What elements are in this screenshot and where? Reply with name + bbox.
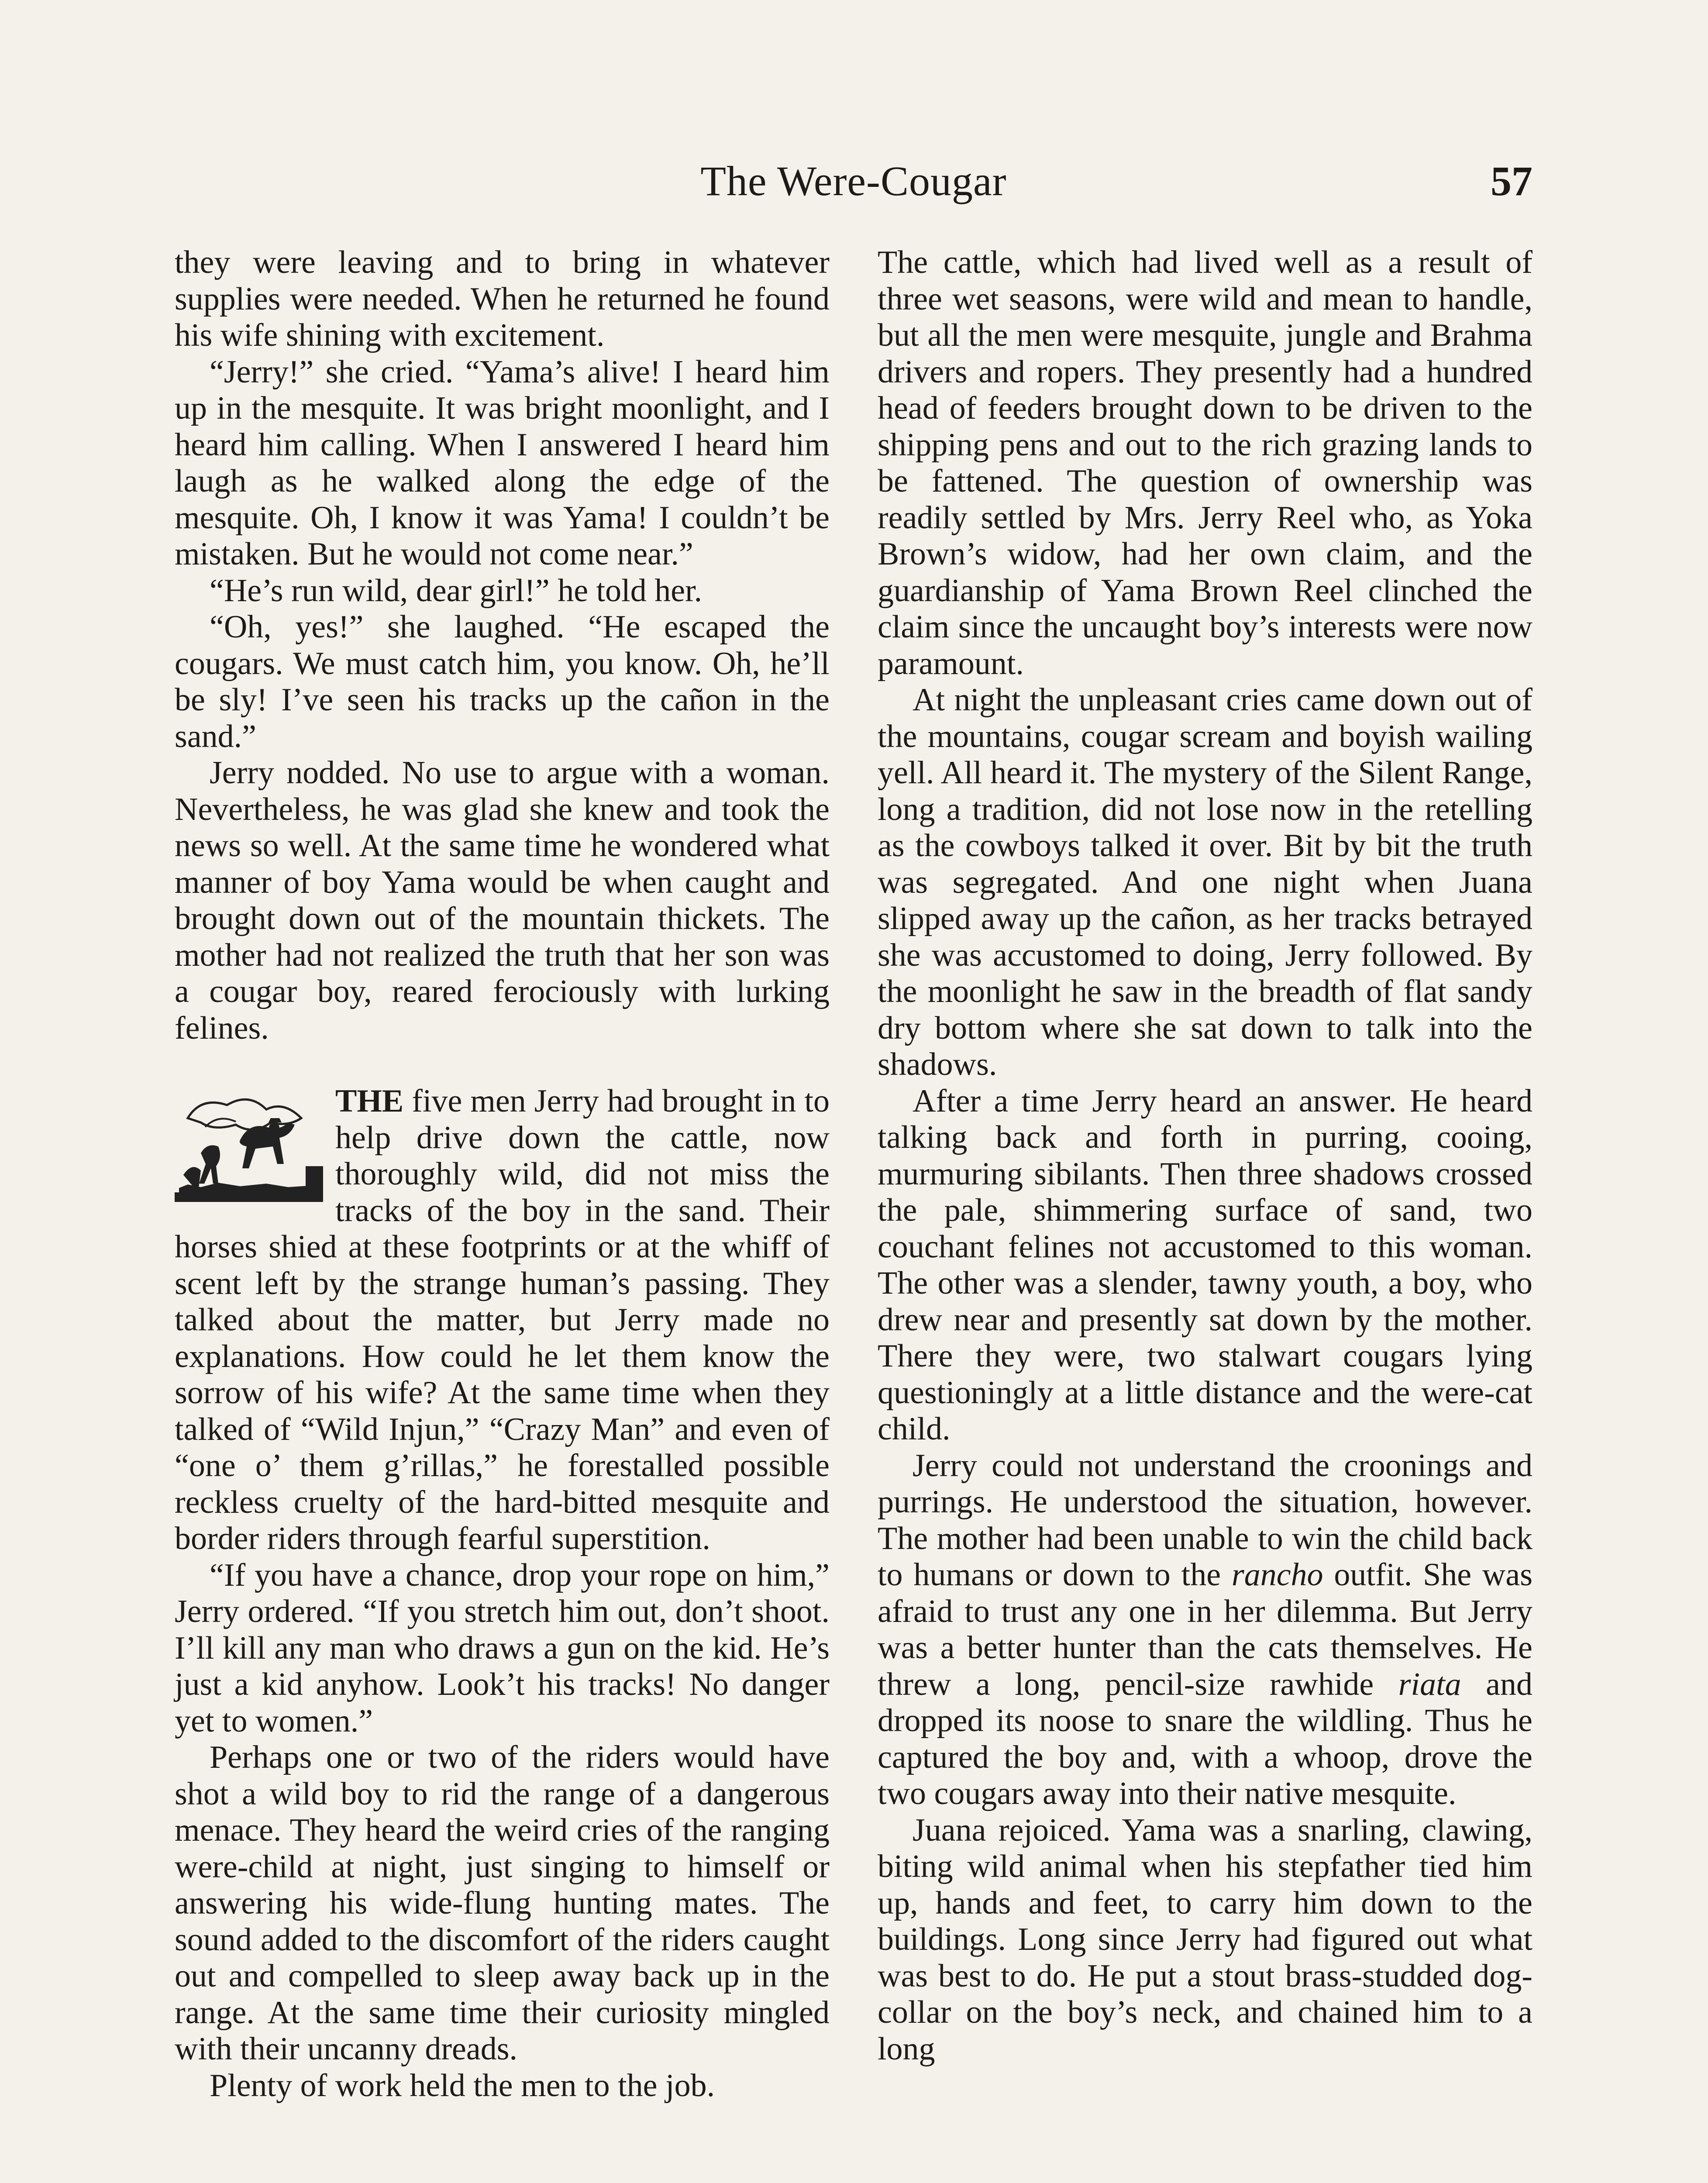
page-title: The Were-Cougar bbox=[700, 158, 1007, 204]
paragraph: After a time Jerry heard an answer. He heard talking back and forth in purring, cooing, murmuring sibilants. Then three shadows crossed the pale, shimmering surface of sand, two couchant felines not accustomed to this woman. The other was a slender, tawny youth, a boy, who drew near and presently sat down by the mother. There they were, two stalwart cougars lying questioningly at a little distance and the were-cat child. bbox=[878, 1083, 1532, 1447]
left-column bbox=[175, 244, 830, 2104]
section-lead-word: THE bbox=[335, 1083, 404, 1119]
paragraph: Jerry nodded. No use to argue with a woman. Nevertheless, he was glad she knew and took the news so well. At the same time he wondered what manner of boy Yama would be when caught and brought down out of the mountain thickets. The mother had not realized the truth that her son was a cougar boy, reared ferociously with lurking felines. bbox=[175, 755, 830, 1046]
paragraph: “He’s run wild, dear girl!” he told her. bbox=[210, 572, 702, 609]
paragraph: Perhaps one or two of the riders would have shot a wild boy to rid the range of a dangerous menace. They heard the weird cries of the ranging were-child at night, just singing to himself or answering his wide-flung hunting mates. The sound added to the discomfort of the riders caught out and compelled to sleep away back up in the range. At the same time their curiosity mingled with their uncanny dreads. bbox=[175, 1739, 830, 2067]
italic-term: rancho bbox=[1231, 1557, 1323, 1593]
paragraph: The cattle, which had lived well as a result of three wet seasons, were wild and mean to handle, but all the men were mesquite, jungle and Brahma drivers and ropers. They presently had a hundred head of feeders brought down to be driven to the shipping pens and out to the rich grazing lands to be fattened. The question of ownership was readily settled by Mrs. Jerry Reel who, as Yoka Brown’s widow, had her own claim, and the guardianship of Yama Brown Reel clinched the claim since the uncaught boy’s interests were now paramount. bbox=[878, 244, 1532, 682]
paragraph: Plenty of work held the men to the job. bbox=[210, 2067, 715, 2104]
italic-term: riata bbox=[1398, 1666, 1461, 1702]
text-run: outfit. She was afraid to trust any one in her dilemma. But Jerry was a better hunter than the cats themselves. He threw a long, pencil-size rawhide bbox=[878, 1557, 1533, 1702]
text-run: Jerry could not understand the croonings and purrings. He understood the situation, however. The mother had been unable to win the child back to humans or down to the bbox=[878, 1447, 1532, 1593]
right-column bbox=[878, 244, 1532, 2067]
text-run: and dropped its noose to snare the wildling. Thus he captured the boy and, with a whoop, drove the two cougars away into their native mesquite. bbox=[878, 1666, 1532, 1811]
paragraph: “If you have a chance, drop your rope on him,” Jerry ordered. “If you stretch him out, don’t shoot. I’ll kill any man who draws a gun on the kid. He’s just a kid anyhow. Look’t his tracks! No danger yet to women.” bbox=[175, 1557, 830, 1739]
paragraph: “Oh, yes!” she laughed. “He escaped the cougars. We must catch him, you know. Oh, he’ll be sly! I’ve seen his tracks up the cañon in the sand.” bbox=[175, 609, 830, 754]
running-header bbox=[175, 148, 1532, 214]
paragraph: Juana rejoiced. Yama was a snarling, clawing, biting wild animal when his stepfather tied him up, hands and feet, to carry him down to the buildings. Long since Jerry had figured out what was best to do. He put a stout brass-studded dog-collar on the boy’s neck, and chained him to a long bbox=[878, 1812, 1532, 2067]
page-number: 57 bbox=[1491, 158, 1532, 204]
paragraph bbox=[878, 1448, 1532, 1812]
section-start-paragraph bbox=[175, 1083, 830, 1557]
section-text: five men Jerry had brought in to help drive down the cattle, now thoroughly wild, did not miss the tracks of the boy in the sand. Their horses shied at these footprints or at the whiff of scent left by the strange human’s passing. They talked about the matter, but Jerry made no explanations. How could he let them know the sorrow of his wife? At the same time when they talked of “Wild Injun,” “Crazy Man” and even of “one o’ them g’rillas,” he forestalled possible reckless cruelty of the hard-bitted mesquite and border riders through fearful superstition. bbox=[175, 1083, 830, 1556]
paragraph: At night the unpleasant cries came down out of the mountains, cougar scream and boyish wailing yell. All heard it. The mystery of the Silent Range, long a tradition, did not lose now in the retelling as the cowboys talked it over. Bit by bit the truth was segregated. And one night when Juana slipped away up the cañon, as her tracks betrayed she was accustomed to doing, Jerry followed. By the moonlight he saw in the breadth of flat sandy dry bottom where she sat down to talk into the shadows. bbox=[878, 682, 1532, 1082]
paragraph: they were leaving and to bring in whatever supplies were needed. When he returned he found his wife shining with excitement. bbox=[175, 244, 830, 353]
cowboy-rider-illustration bbox=[175, 1088, 323, 1202]
paragraph: “Jerry!” she cried. “Yama’s alive! I heard him up in the mesquite. It was bright moonlight, and I heard him calling. When I answered I heard him laugh as he walked along the edge of the mesquite. Oh, I know it was Yama! I couldn’t be mistaken. But he would not come near.” bbox=[175, 354, 830, 572]
